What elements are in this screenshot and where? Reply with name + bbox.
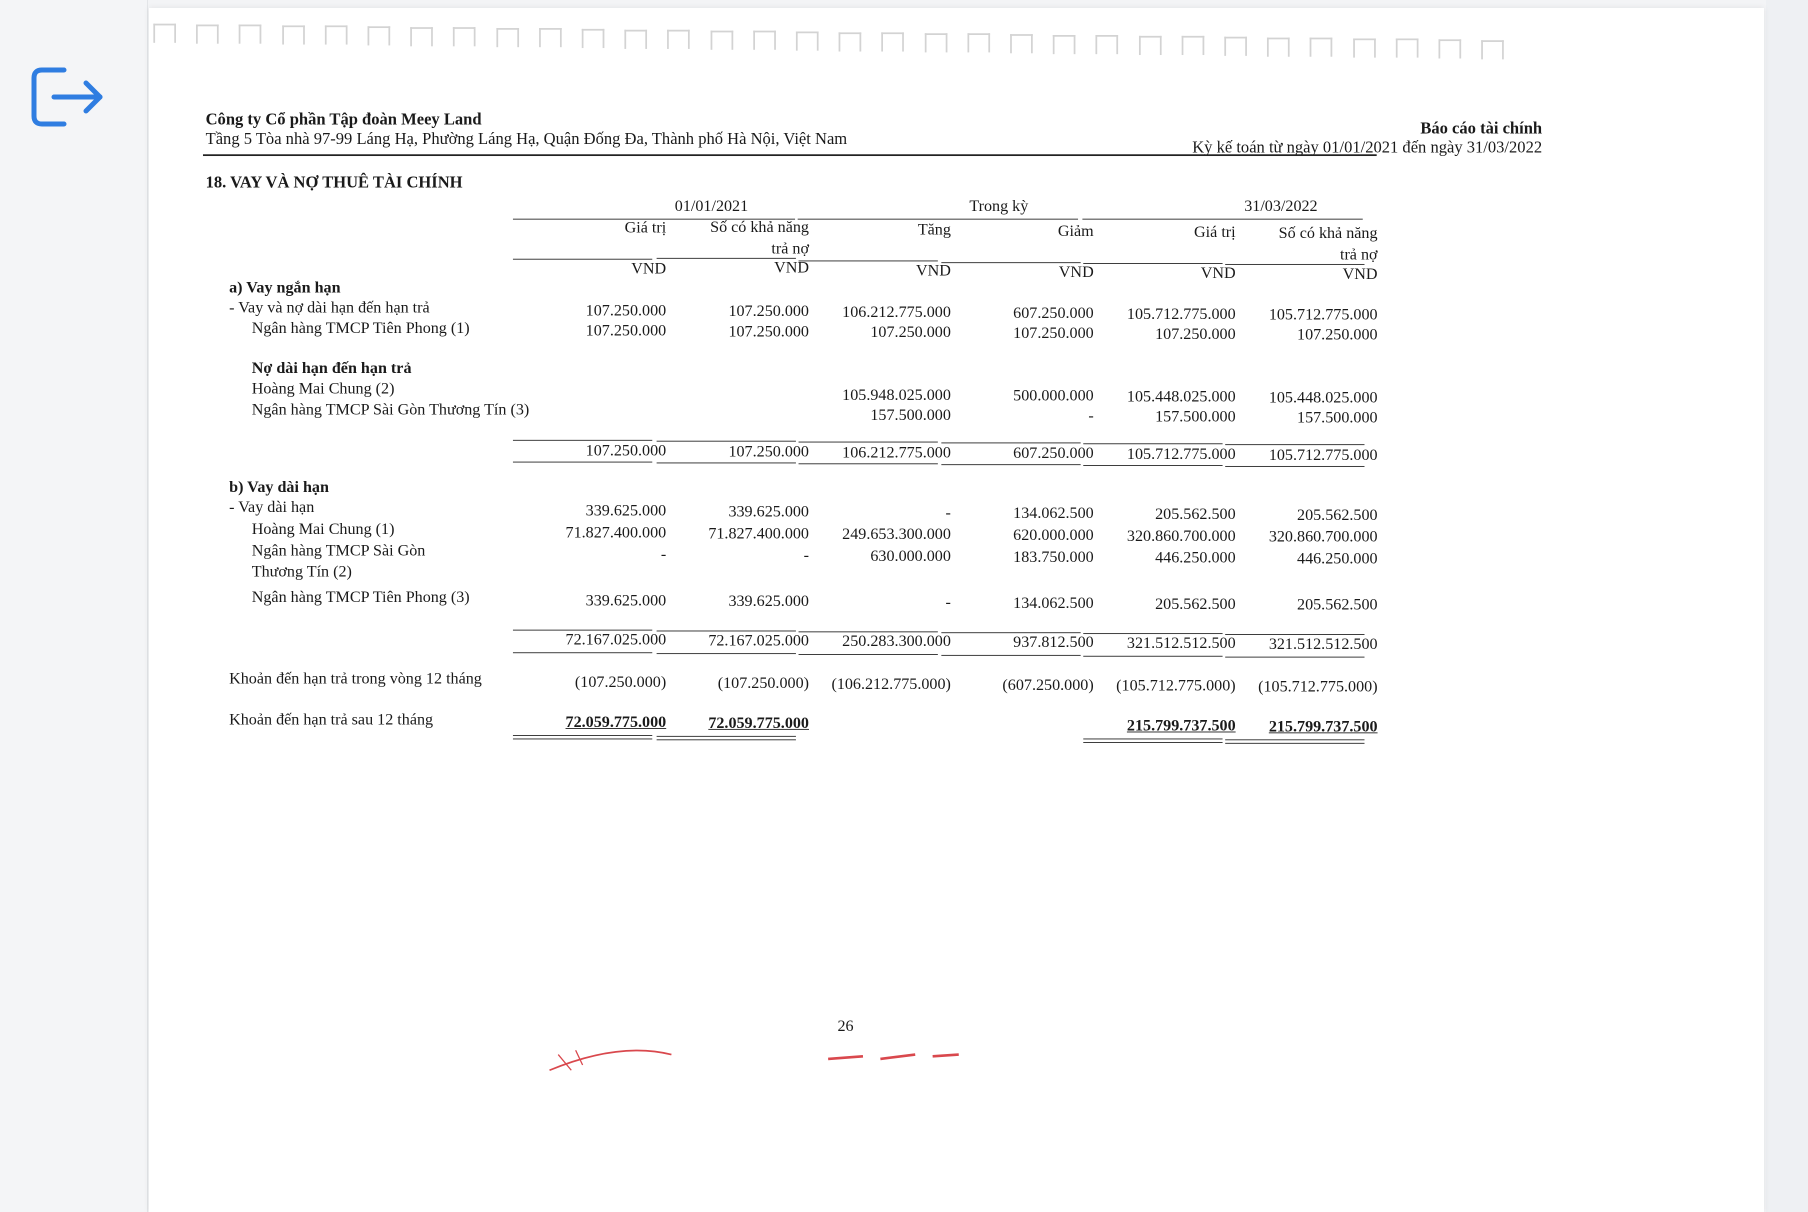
total-cell: 937.812.500: [1013, 633, 1094, 652]
binding-hole: [153, 24, 176, 43]
column-header: Giá trị: [1194, 223, 1236, 242]
table-cell: 106.212.775.000: [842, 303, 951, 322]
table-cell: (105.712.775.000): [1116, 677, 1236, 695]
binding-holes: [153, 24, 1529, 59]
column-header-rule: [513, 259, 652, 260]
unit-label: VND: [631, 260, 667, 278]
unit-label: VND: [1342, 265, 1378, 284]
table-cell: 205.562.500: [1155, 595, 1236, 613]
total-rule: [513, 652, 652, 653]
row-label: Khoản đến hạn trả trong vòng 12 tháng: [229, 670, 482, 689]
table-cell: 339.625.000: [728, 593, 809, 611]
row-label: - Vay dài hạn: [229, 499, 315, 517]
table-cell: 107.250.000: [728, 323, 809, 341]
binding-hole: [1053, 35, 1076, 54]
row-label: Khoản đến hạn trả sau 12 tháng: [229, 711, 434, 729]
row-label: Ngân hàng TMCP Tiên Phong (1): [251, 319, 470, 338]
binding-hole: [496, 28, 519, 47]
binding-hole: [753, 31, 776, 50]
binding-hole: [1181, 36, 1204, 55]
table-cell: -: [1088, 407, 1094, 425]
column-header: Tăng: [917, 221, 951, 239]
binding-hole: [1353, 38, 1376, 57]
unit-label: VND: [1200, 264, 1236, 283]
total-rule: [941, 655, 1080, 656]
table-cell: 107.250.000: [1013, 324, 1094, 343]
binding-hole: [924, 33, 947, 52]
table-cell: (105.712.775.000): [1258, 678, 1378, 696]
table-cell: 107.250.000: [1155, 325, 1236, 343]
column-header-rule: [1225, 264, 1364, 265]
table-cell: 249.653.300.000: [842, 525, 951, 544]
total-rule: [1225, 739, 1364, 743]
row-subheading: Nợ dài hạn đến hạn trả: [251, 359, 412, 378]
total-rule: [657, 441, 796, 442]
column-header: Giảm: [1057, 223, 1094, 241]
group-header: 01/01/2021: [674, 197, 749, 216]
binding-hole: [967, 34, 990, 53]
group-rule: [798, 219, 1078, 220]
binding-hole: [1439, 39, 1462, 58]
table-cell: 205.562.500: [1155, 505, 1236, 524]
total-rule: [1083, 465, 1222, 466]
column-header-rule: [1083, 263, 1222, 264]
total-rule: [1083, 738, 1222, 742]
table-cell: 107.250.000: [870, 323, 951, 342]
binding-hole: [582, 29, 605, 48]
section-a-heading: a) Vay ngắn hạn: [229, 279, 341, 298]
binding-hole: [1139, 36, 1162, 55]
binding-hole: [282, 25, 305, 44]
total-rule: [1083, 633, 1222, 634]
total-rule: [657, 630, 796, 631]
table-cell: -: [945, 504, 951, 522]
row-label: Ngân hàng TMCP Sài Gòn: [251, 542, 426, 561]
total-rule: [657, 653, 796, 654]
table-cell: 134.062.500: [1013, 594, 1094, 612]
total-cell: 105.712.775.000: [1268, 446, 1378, 464]
group-header: 31/03/2022: [1244, 197, 1318, 216]
total-rule: [941, 464, 1080, 465]
table-cell: (106.212.775.000): [831, 675, 951, 694]
table-cell: 446.250.000: [1155, 549, 1236, 567]
total-rule: [657, 462, 796, 463]
binding-hole: [368, 26, 391, 45]
binding-hole: [453, 27, 476, 46]
company-name: Công ty Cổ phần Tập đoàn Meey Land: [205, 110, 482, 130]
total-cell: 107.250.000: [585, 442, 667, 460]
row-label: Ngân hàng TMCP Tiên Phong (3): [251, 588, 470, 607]
table-cell: 339.625.000: [728, 503, 809, 521]
table-cell: 339.625.000: [585, 502, 667, 520]
report-header: [1192, 119, 1542, 157]
table-cell: 183.750.000: [1013, 548, 1094, 566]
table-cell: 105.712.775.000: [1268, 306, 1378, 324]
table-cell: 105.448.025.000: [1268, 388, 1378, 407]
binding-hole: [839, 32, 862, 51]
column-header: Số có khả năng: [1278, 224, 1378, 243]
stamp-icon: [532, 1037, 967, 1072]
total-cell: 72.167.025.000: [708, 632, 809, 650]
binding-hole: [1010, 34, 1033, 53]
table-cell: -: [660, 546, 667, 564]
table-cell: (107.250.000): [717, 674, 809, 693]
table-cell: 107.250.000: [728, 303, 809, 321]
binding-hole: [239, 25, 262, 44]
table-cell: 105.712.775.000: [1126, 305, 1236, 323]
header-divider: [203, 154, 1377, 156]
table-cell: 205.562.500: [1297, 506, 1378, 524]
table-cell: 105.948.025.000: [842, 386, 951, 404]
table-cell: -: [803, 546, 809, 565]
total-rule: [513, 440, 652, 441]
section-b-heading: b) Vay dài hạn: [229, 479, 329, 497]
total-rule: [1083, 443, 1222, 444]
total-rule: [941, 632, 1080, 633]
total-cell: 250.283.300.000: [842, 632, 951, 651]
document-page[interactable]: [149, 8, 1764, 1212]
total-rule: [1225, 466, 1364, 467]
binding-hole: [539, 28, 562, 47]
group-rule: [1082, 219, 1362, 220]
table-cell: 157.500.000: [1297, 408, 1378, 427]
right-gutter: [1766, 0, 1808, 1212]
total-rule: [1225, 656, 1364, 657]
binding-hole: [882, 33, 905, 52]
table-cell: -: [945, 593, 951, 612]
column-header-line2: trả nợ: [771, 240, 809, 258]
total-cell: 72.167.025.000: [565, 631, 667, 649]
binding-hole: [796, 32, 819, 51]
binding-hole: [1096, 35, 1119, 54]
table-cell: 620.000.000: [1013, 526, 1094, 545]
total-cell: 105.712.775.000: [1126, 445, 1236, 464]
total-rule: [513, 735, 652, 739]
binding-hole: [625, 29, 648, 48]
binding-hole: [1481, 40, 1504, 59]
table-cell: 446.250.000: [1297, 550, 1378, 568]
sidebar: [0, 0, 148, 1212]
table-cell: 107.250.000: [585, 302, 667, 320]
column-header-rule: [799, 261, 938, 262]
binding-hole: [1396, 39, 1419, 58]
unit-label: VND: [1058, 263, 1094, 282]
column-header-rule: [941, 262, 1080, 263]
exit-icon[interactable]: [30, 66, 106, 128]
column-header-rule: [657, 258, 796, 259]
total-cell: 72.059.775.000: [565, 714, 667, 732]
table-cell: 320.860.700.000: [1126, 527, 1236, 545]
table-cell: 500.000.000: [1013, 387, 1094, 405]
binding-hole: [1224, 37, 1247, 56]
table-cell: 107.250.000: [585, 322, 667, 340]
binding-hole: [325, 26, 348, 45]
total-rule: [513, 462, 652, 463]
table-cell: 71.827.400.000: [565, 524, 667, 542]
total-rule: [799, 463, 938, 464]
total-cell: 215.799.737.500: [1268, 718, 1378, 736]
column-header-line2: trả nợ: [1339, 246, 1378, 264]
table-cell: 157.500.000: [1155, 408, 1236, 426]
binding-hole: [196, 24, 219, 43]
table-cell: 205.562.500: [1297, 596, 1378, 614]
total-rule: [657, 736, 796, 740]
table-cell: 107.250.000: [1297, 326, 1378, 344]
binding-hole: [667, 30, 690, 49]
unit-label: VND: [916, 262, 951, 280]
report-title: Báo cáo tài chính: [1420, 119, 1543, 138]
column-header: Giá trị: [624, 219, 667, 237]
row-label: Hoàng Mai Chung (2): [251, 380, 395, 399]
binding-hole: [710, 30, 733, 49]
total-rule: [799, 631, 938, 632]
total-rule: [941, 442, 1080, 443]
table-cell: 134.062.500: [1013, 504, 1094, 523]
table-cell: (607.250.000): [1002, 676, 1094, 694]
table-cell: 630.000.000: [870, 547, 951, 566]
total-cell: 607.250.000: [1013, 444, 1094, 463]
row-label: Thương Tín (2): [251, 563, 352, 581]
report-period: Kỳ kế toán từ ngày 01/01/2021 đến ngày 31/03/2022: [1192, 138, 1543, 157]
page-number: 26: [837, 1018, 854, 1036]
total-rule: [1225, 444, 1364, 445]
total-cell: 215.799.737.500: [1126, 717, 1236, 735]
total-rule: [799, 654, 938, 655]
total-cell: 321.512.512.500: [1268, 635, 1378, 653]
unit-label: VND: [774, 259, 809, 278]
table-cell: 320.860.700.000: [1268, 528, 1378, 546]
total-cell: 72.059.775.000: [708, 714, 809, 733]
total-rule: [1083, 655, 1222, 656]
column-header: Số có khả năng: [710, 218, 809, 237]
table-cell: 157.500.000: [870, 406, 951, 425]
row-label: - Vay và nợ dài hạn đến hạn trả: [229, 299, 430, 318]
company-address: Tầng 5 Tòa nhà 97-99 Láng Hạ, Phường Láng Hạ, Quận Đống Đa, Thành phố Hà Nội, Việt Nam: [205, 129, 848, 149]
row-label: Ngân hàng TMCP Sài Gòn Thương Tín (3): [251, 401, 530, 419]
total-rule: [1225, 634, 1364, 635]
table-cell: 105.448.025.000: [1126, 388, 1236, 406]
table-cell: 71.827.400.000: [708, 525, 809, 543]
table-cell: 339.625.000: [585, 592, 667, 610]
table-cell: 607.250.000: [1013, 304, 1094, 323]
row-label: Hoàng Mai Chung (1): [251, 520, 395, 539]
total-cell: 107.250.000: [728, 443, 809, 461]
total-rule: [513, 630, 652, 631]
section-title: 18. VAY VÀ NỢ THUÊ TÀI CHÍNH: [205, 173, 463, 192]
table-cell: (107.250.000): [574, 674, 667, 692]
binding-hole: [410, 27, 433, 46]
total-cell: 321.512.512.500: [1126, 634, 1236, 652]
group-header: Trong kỳ: [969, 197, 1029, 216]
company-header: [206, 111, 848, 149]
binding-hole: [1310, 38, 1333, 57]
total-cell: 106.212.775.000: [842, 444, 951, 462]
total-rule: [799, 441, 938, 442]
binding-hole: [1267, 37, 1290, 56]
